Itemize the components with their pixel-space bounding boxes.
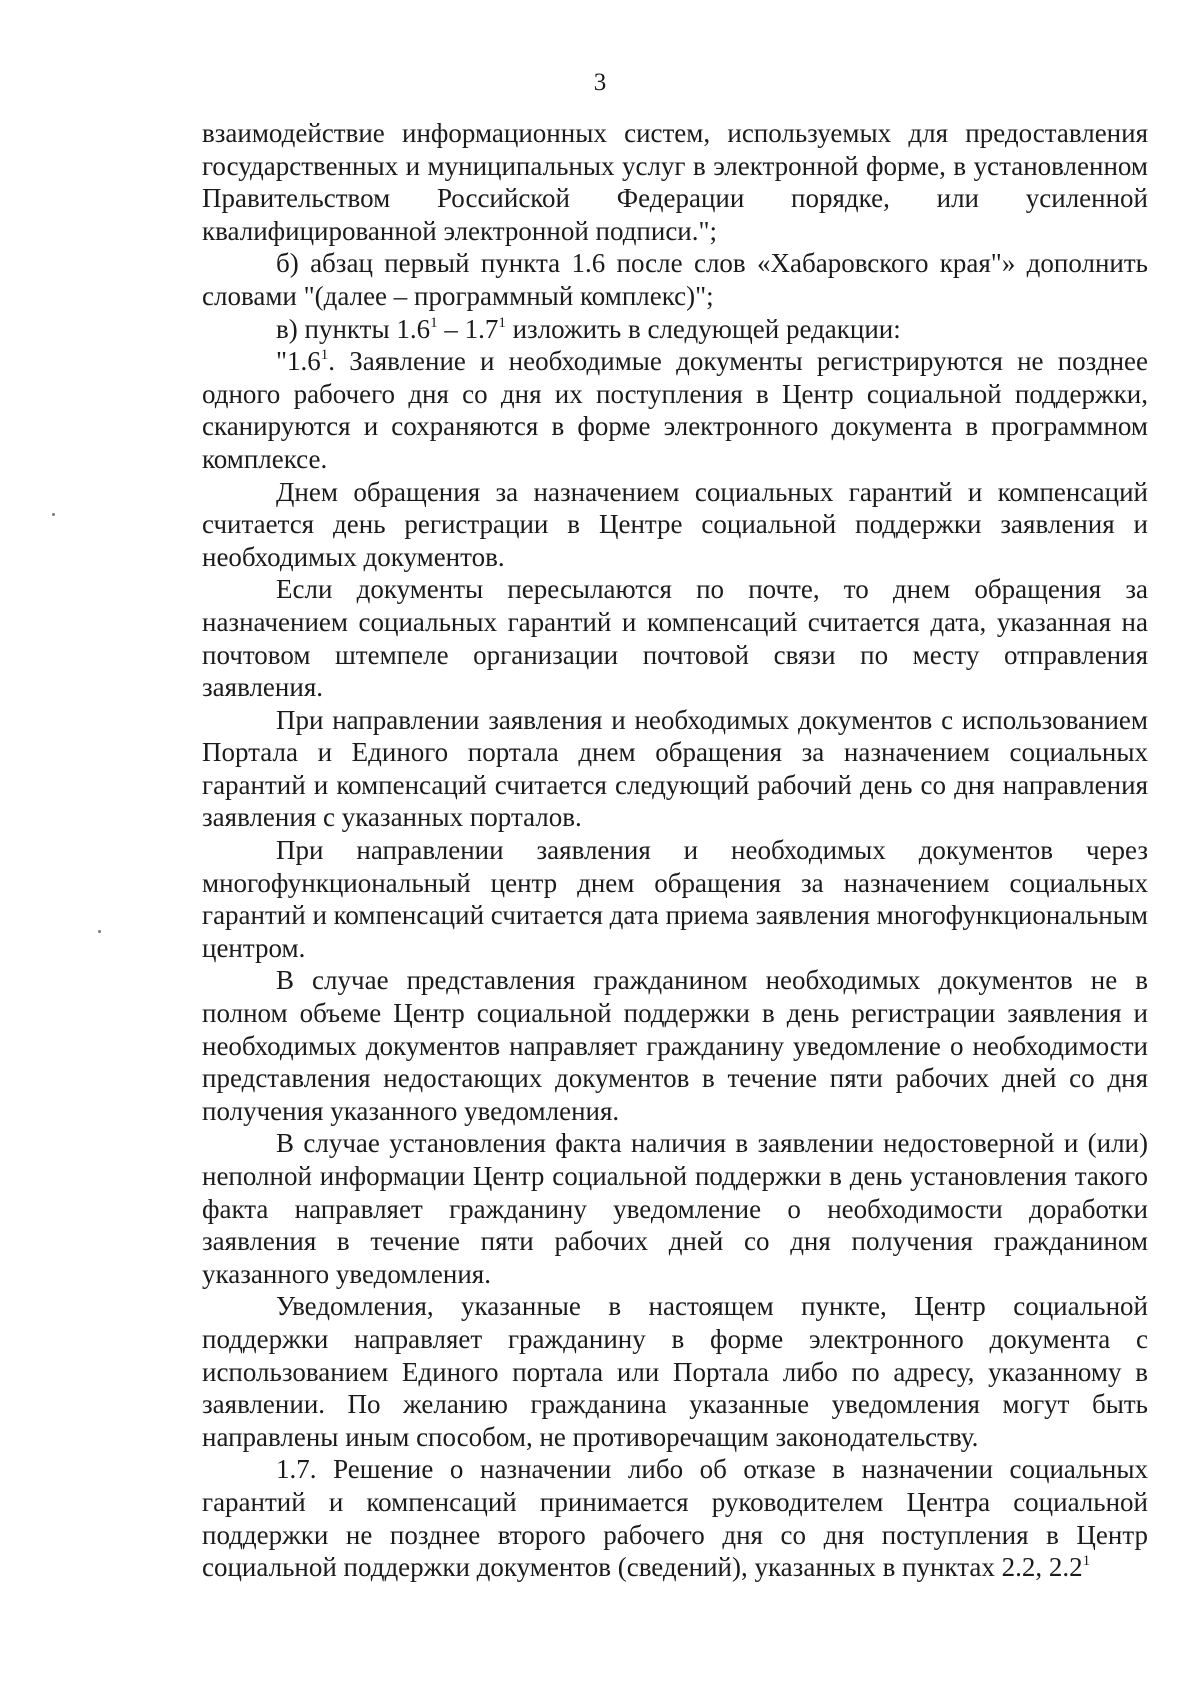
paragraph-text: . Заявление и необходимые документы регистрируются не позднее одного рабочего дня со дня их поступления в Центр социальной поддержки, сканируются и сохраняются в форме электронного документа в программном комплексе. [202,346,1148,474]
paragraph: Днем обращения за назначением социальных гарантий и компенсаций считается день регистрации в Центре социальной поддержки заявления и необходимых документов. [202,476,1148,572]
document-body [202,117,1148,1584]
scan-speck [52,513,55,516]
paragraph-text: "1.6 [276,346,321,377]
superscript: 1 [1082,1553,1091,1570]
paragraph: Уведомления, указанные в настоящем пункте, Центр социальной поддержки направляет гражданину в форме электронного документа с использованием Единого портала или Портала либо по адресу, указанному в заявлении. По желанию гражданина указанные уведомления могут быть направлены иным способом, не противоречащим законодательству. [202,1291,1148,1452]
paragraph: При направлении заявления и необходимых документов через многофункциональный центр днем обращения за назначением социальных гарантий и компенсаций считается дата приема заявления многофункциональным центром. [202,835,1148,963]
scan-speck [98,930,101,933]
paragraph: В случае представления гражданином необходимых документов не в полном объеме Центр социальной поддержки в день регистрации заявления и необходимых документов направляет гражданину уведомление о необходимости представления недостающих документов в течение пяти рабочих дней со дня получения указанного уведомления. [202,965,1148,1126]
paragraph: В случае установления факта наличия в заявлении недостоверной и (или) неполной информации Центр социальной поддержки в день установления такого факта направляет гражданину уведомление о необходимости доработки заявления в течение пяти рабочих дней со дня получения гражданином указанного уведомления. [202,1128,1148,1289]
paragraph [202,1453,1148,1583]
superscript: 1 [498,314,506,331]
paragraph [202,345,1148,475]
paragraph: При направлении заявления и необходимых документов с использованием Портала и Единого портала днем обращения за назначением социальных гарантий и компенсаций считается следующий рабочий день со дня направления заявления с указанных порталов. [202,704,1148,833]
superscript: 1 [320,347,329,364]
paragraph: Если документы пересылаются по почте, то днем обращения за назначением социальных гарантий и компенсаций считается дата, указанная на почтовом штемпеле организации почтовой связи по месту отправления заявления. [202,574,1148,703]
paragraph: взаимодействие информационных систем, используемых для предоставления государственных и муниципальных услуг в электронной форме, в установленном Правительством Российской Федерации порядке, или усиленной квалифицированной электронной подписи."; [202,118,1148,246]
paragraph-text: в) пункты 1.6 [276,313,431,344]
superscript: 1 [430,314,438,331]
paragraph: б) абзац первый пункта 1.6 после слов «Хабаровского края"» дополнить словами "(далее – программный комплекс)"; [202,248,1148,311]
paragraph [202,313,1148,346]
paragraph-text: – 1.7 [437,313,499,344]
paragraph-text: 1.7. Решение о назначении либо об отказе в назначении социальных гарантий и компенсаций принимается руководителем Центра социальной поддержки не позднее второго рабочего дня со дня поступления в Центр социальной поддержки документов (сведений), указанных в пунктах 2.2, 2.2 [202,1454,1148,1583]
paragraph-text: изложить в следующей редакции: [505,313,901,344]
page-number: 3 [593,69,607,96]
